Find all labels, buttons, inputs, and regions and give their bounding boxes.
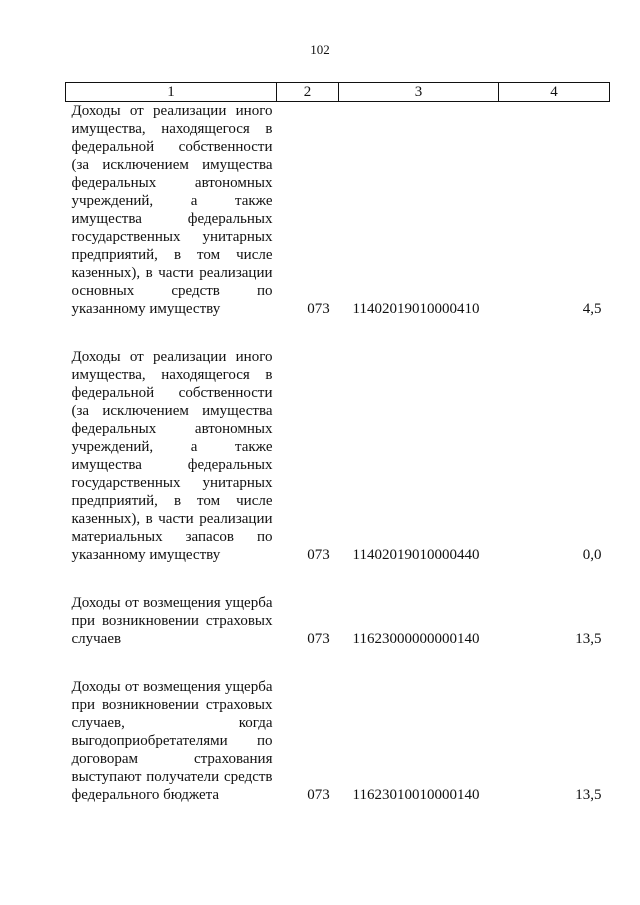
income-classification-code: 11623010010000140	[352, 787, 480, 803]
income-description: Доходы от возмещения ущерба при возникновении страховых случаев	[71, 595, 273, 647]
table-row	[66, 102, 610, 319]
administrator-code: 073	[307, 547, 330, 563]
income-description: Доходы от реализации иного имущества, находящегося в федеральной собственности (за исключением имущества федеральных автономных учреждений, а также имущества федеральных государственных унитарных предприятий, в том числе казенных), в части реализации материальных запасов по указанному имуществу	[71, 349, 273, 563]
table-row	[66, 348, 610, 564]
administrator-code: 073	[307, 787, 330, 803]
income-description: Доходы от возмещения ущерба при возникновении страховых случаев, когда выгодоприобретателями по договорам страхования выступают получатели средств федерального бюджета	[71, 679, 273, 803]
row-spacer	[66, 564, 610, 594]
row-spacer	[66, 318, 610, 348]
income-amount: 13,5	[575, 631, 602, 647]
income-classification-code: 11402019010000410	[352, 301, 480, 317]
column-header-1: 1	[66, 83, 277, 102]
column-header-2: 2	[277, 83, 339, 102]
income-classification-code: 11402019010000440	[352, 547, 480, 563]
budget-income-table	[65, 82, 610, 804]
income-amount: 0,0	[582, 547, 602, 563]
administrator-code: 073	[307, 301, 330, 317]
table-header	[66, 83, 610, 102]
income-description: Доходы от реализации иного имущества, находящегося в федеральной собственности (за исключением имущества федеральных автономных учреждений, а также имущества федеральных государственных унитарных предприятий, в том числе казенных), в части реализации основных средств по указанному имуществу	[71, 103, 273, 317]
table-row	[66, 594, 610, 648]
page-number: 102	[310, 42, 330, 57]
income-amount: 4,5	[582, 301, 602, 317]
income-classification-code: 11623000000000140	[352, 631, 480, 647]
header-row	[66, 83, 610, 102]
administrator-code: 073	[307, 631, 330, 647]
table-body	[66, 102, 610, 805]
income-amount: 13,5	[575, 787, 602, 803]
column-header-3: 3	[339, 83, 499, 102]
table-row	[66, 678, 610, 804]
row-spacer	[66, 648, 610, 678]
column-header-4: 4	[499, 83, 610, 102]
